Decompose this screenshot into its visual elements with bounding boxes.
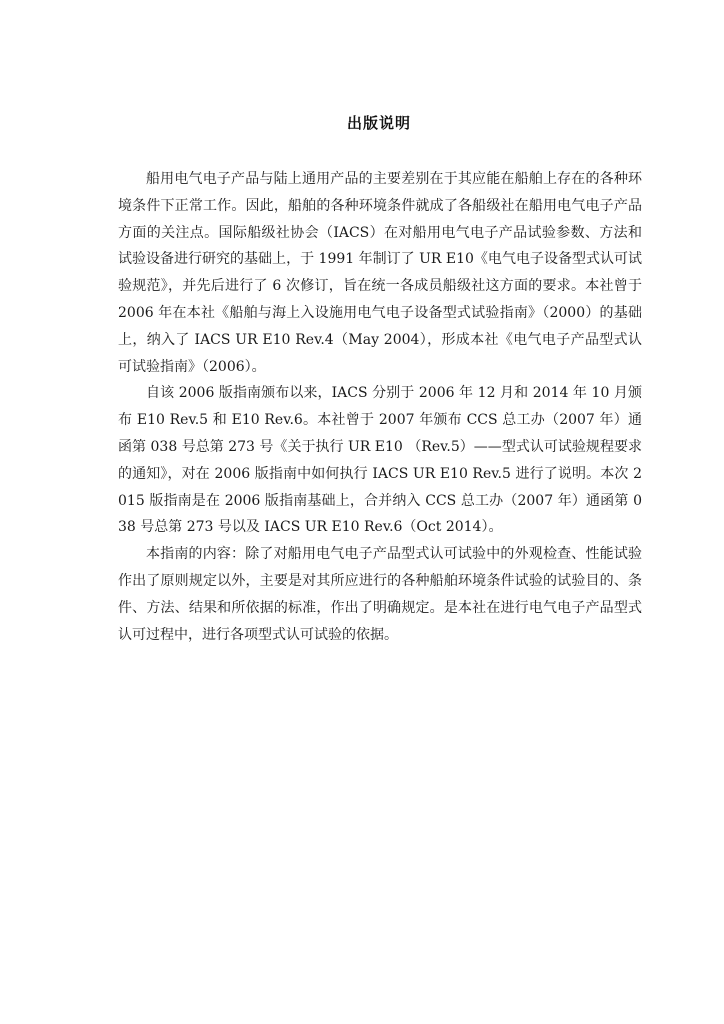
page-title: 出版说明 [346,114,411,132]
paragraph-3: 本指南的内容：除了对船用电气电子产品型式认可试验中的外观检查、性能试验作出了原则规定以外，主要是对其所应进行的各种船舶环境条件试验的试验目的、条件、方法、结果和所依据的标准，作出了明确规定。是本社在进行电气电子产品型式认可过程中，进行各项型式认可试验的依据。 [118,546,642,643]
paragraph-1: 船用电气电子产品与陆上通用产品的主要差别在于其应能在船舶上存在的各种环境条件下正常工作。因此，船舶的各种环境条件就成了各船级社在船用电气电子产品方面的关注点。国际船级社协会（IACS）在对船用电气电子产品试验参数、方法和试验设备进行研究的基础上，于 1991 年制订了 UR E10《电气电子设备型式认可试验规范》，并先后进行了 6 次修订，旨在统一各成员船级社这方面的要求。本社曾于 2006 年在本社《船舶与海上入设施用电气电子设备型式试验指南》（2000）的基础上，纳入了 IACS UR E10 Rev.4（May 2004），形成本社《电气电子产品型式认可试验指南》（2006）。 [118,171,642,375]
paragraph-2: 自该 2006 版指南颁布以来，IACS 分别于 2006 年 12 月和 2014 年 10 月颁布 E10 Rev.5 和 E10 Rev.6。本社曾于 2007 年颁布 CCS 总工办（2007 年）通函第 038 号总第 273 号《关于执行 UR E10 （Rev.5）——型式认可试验规程要求的通知》，对在 2006 版指南中如何执行 IACS UR E10 Rev.5 进行了说明。本次 2015 版指南是在 2006 版指南基础上，合并纳入 CCS 总工办（2007 年）通函第 038 号总第 273 号以及 IACS UR E10 Rev.6（Oct 2014）。 [118,385,642,536]
body-text [118,166,642,648]
